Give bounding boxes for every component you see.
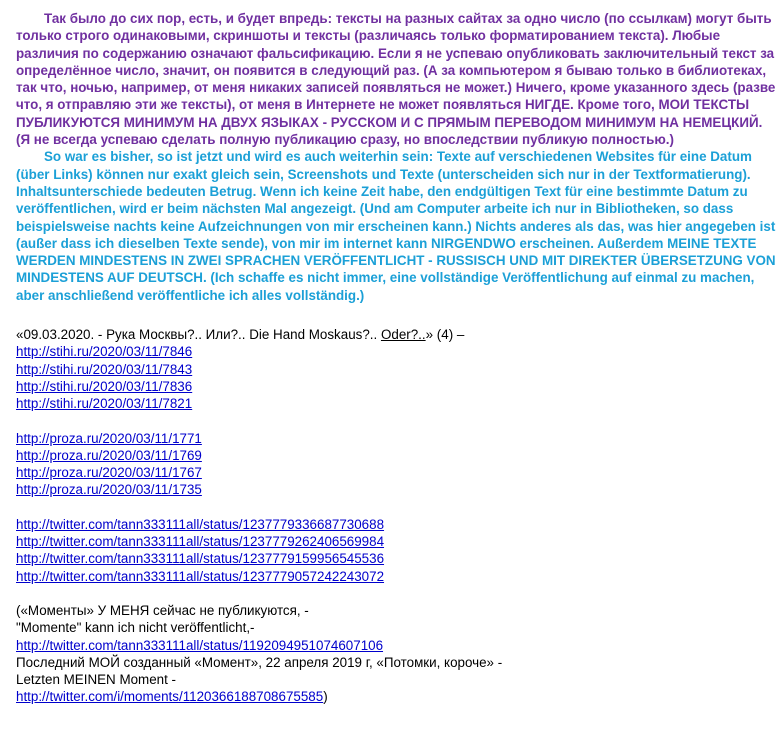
spacer xyxy=(16,499,776,516)
stihi-link[interactable]: http://stihi.ru/2020/03/11/7843 xyxy=(16,361,193,377)
proza-link[interactable]: http://proza.ru/2020/03/11/1769 xyxy=(16,447,202,463)
proza-link[interactable]: http://proza.ru/2020/03/11/1771 xyxy=(16,430,202,446)
moments-note-russian: («Моменты» У МЕНЯ сейчас не публикуются, - xyxy=(16,602,309,618)
spacer xyxy=(16,413,776,430)
spacer xyxy=(16,304,776,326)
proza-link-list xyxy=(16,430,776,499)
document-body xyxy=(16,10,776,706)
intro-russian-paragraph: Так было до сих пор, есть, и будет впредь: тексты на разных сайтах за одно число (по ссылкам) могут быть только строго одинаковыми, скриншоты и тексты (различаясь только форматированием текста). Любые различия по содержанию означают фальсификацию. Если я не успеваю опубликовать заключительный текст за определённое число, значит, он появится в следующий раз. (А за компьютером я бываю только в библиотеках, так что, ночью, например, от меня никаких записей появляться не может.) Ничего, кроме указанного здесь (разве что, я отправляю эти же тексты), от меня в Интернете не может появляться НИГДЕ. Кроме того, МОИ ТЕКСТЫ ПУБЛИКУЮТСЯ МИНИМУМ НА ДВУХ ЯЗЫКАХ - РУССКОМ И С ПРЯМЫМ ПЕРЕВОДОМ МИНИМУМ НА НЕМЕЦКИЙ. (Я не всегда успеваю сделать полную публикацию сразу, но впоследствии публикую полностью.) xyxy=(16,11,776,148)
last-moment-russian: Последний МОЙ созданный «Момент», 22 апреля 2019 г, «Потомки, короче» - xyxy=(16,654,503,670)
stihi-link[interactable]: http://stihi.ru/2020/03/11/7821 xyxy=(16,396,193,412)
stihi-link[interactable]: http://stihi.ru/2020/03/11/7846 xyxy=(16,344,193,360)
twitter-status-link[interactable]: http://twitter.com/tann333111all/status/1237779336687730688 xyxy=(16,516,385,532)
proza-link[interactable]: http://proza.ru/2020/03/11/1735 xyxy=(16,482,202,498)
last-moment-german: Letzten MEINEN Moment - xyxy=(16,672,176,688)
twitter-status-link[interactable]: http://twitter.com/tann333111all/status/1237779057242243072 xyxy=(16,568,385,584)
publication-heading xyxy=(16,326,776,343)
heading-underlined: Oder?.. xyxy=(380,327,426,343)
stihi-link-list xyxy=(16,343,776,412)
twitter-link-list xyxy=(16,516,776,585)
twitter-status-link[interactable]: http://twitter.com/tann333111all/status/1237779262406569984 xyxy=(16,534,385,550)
moments-status-link[interactable]: http://twitter.com/tann333111all/status/1192094951074607106 xyxy=(16,637,384,653)
spacer xyxy=(16,585,776,602)
closing-paren: ) xyxy=(323,689,328,705)
twitter-status-link[interactable]: http://twitter.com/tann333111all/status/1237779159956545536 xyxy=(16,551,385,567)
moments-section xyxy=(16,602,776,706)
moments-note-german: "Momente" kann ich nicht veröffentlicht,- xyxy=(16,620,255,636)
intro-german-paragraph: So war es bisher, so ist jetzt und wird es auch weiterhin sein: Texte auf verschiedenen Websites für eine Datum (über Links) können nur exakt gleich sein, Screenshots und Texte (unterscheiden sich nur in der Textformatierung). Inhaltsunterschiede bedeuten Betrug. Wenn ich keine Zeit habe, den endgültigen Text für eine bestimmte Datum zu veröffentlichen, wird er beim nächsten Mal angezeigt. (Und am Computer arbeite ich nur in Bibliotheken, so dass beispielsweise nachts keine Aufzeichnungen von mir erscheinen kann.) Nichts anderes als das, was hier angegeben ist (außer dass ich dieselben Texte sende), von mir im internet kann NIRGENDWO erscheinen. Außerdem MEINE TEXTE WERDEN MINDESTENS IN ZWEI SPRACHEN VERÖFFENTLICHT - RUSSISCH UND MIT DIREKTER ÜBERSETZUNG VON MINDESTENS AUF DEUTSCH. (Ich schaffe es nicht immer, eine vollständige Veröffentlichung auf einmal zu machen, aber anschließend veröffentliche ich alles vollständig.) xyxy=(16,149,776,303)
stihi-link[interactable]: http://stihi.ru/2020/03/11/7836 xyxy=(16,378,193,394)
heading-suffix: » (4) – xyxy=(425,327,465,343)
proza-link[interactable]: http://proza.ru/2020/03/11/1767 xyxy=(16,465,202,481)
moment-link[interactable]: http://twitter.com/i/moments/1120366188708675585 xyxy=(16,689,324,705)
heading-prefix: «09.03.2020. - Рука Москвы?.. Или?.. Die Hand Moskaus?.. xyxy=(16,327,381,343)
